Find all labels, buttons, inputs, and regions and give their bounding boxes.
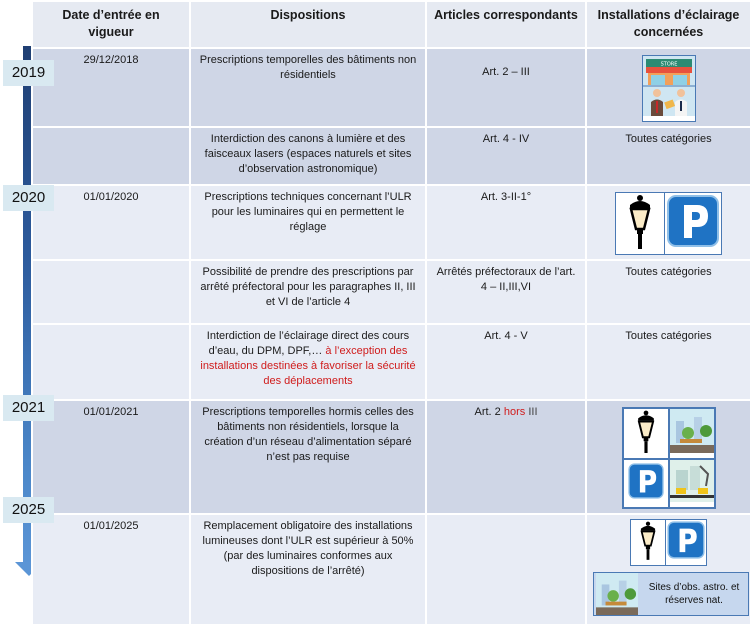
- installations-cell: [586, 48, 751, 127]
- installations-cell: [586, 185, 751, 260]
- date-cell: [32, 260, 190, 324]
- parking-icon: [666, 520, 706, 565]
- park-icon: [669, 408, 715, 459]
- table-row: [32, 324, 751, 400]
- year-badge-2025: 2025: [3, 497, 54, 523]
- date-cell: 01/01/2020: [32, 185, 190, 260]
- svg-text:STORE: STORE: [660, 61, 677, 68]
- disposition-text: Interdiction de l’éclairage direct des cours d’eau, du DPM, DPF,…: [206, 330, 410, 357]
- regulation-timeline-table: [31, 0, 751, 626]
- article-cell: Art. 4 - IV: [426, 127, 586, 185]
- header-date: Date d’entrée en vigueur: [32, 1, 190, 48]
- parking-icon: [665, 193, 721, 254]
- street-lamp-icon: [623, 408, 669, 459]
- installations-cell: [586, 400, 751, 514]
- disposition-cell: Remplacement obligatoire des installations lumineuses dont l’ULR est supérieur à 50% (par des luminaires conformes aux dispositions de l’arrêté): [190, 514, 426, 625]
- header-articles: Articles correspondants: [426, 1, 586, 48]
- disposition-cell: Possibilité de prendre des prescriptions par arrêté préfectoral pour les paragraphes II, III et VI de l’article 4: [190, 260, 426, 324]
- park-icon: [594, 573, 640, 615]
- installations-icons: [622, 407, 716, 509]
- date-cell: 01/01/2021: [32, 400, 190, 514]
- disposition-cell: Prescriptions techniques concernant l’ULR pour les luminaires qui en permettent le réglage: [190, 185, 426, 260]
- table-row: [32, 48, 751, 127]
- store-icon: [643, 56, 695, 121]
- street-lamp-icon: [631, 520, 666, 565]
- year-badge-2020: 2020: [3, 185, 54, 211]
- table-row: [32, 260, 751, 324]
- installations-icons: [630, 519, 707, 566]
- disposition-cell: [190, 324, 426, 400]
- installations-cell: Toutes catégories: [586, 260, 751, 324]
- disposition-exception-text: à l’exception des installations destinées à favoriser la sécurité des déplacements: [200, 345, 416, 387]
- article-cell: Art. 4 - V: [426, 324, 586, 400]
- table-row: [32, 514, 751, 625]
- parking-icon: [623, 459, 669, 508]
- year-badge-2021: 2021: [3, 395, 54, 421]
- article-exclusion-word: hors: [503, 406, 526, 418]
- table-row: [32, 185, 751, 260]
- article-prefix: Art. 2: [474, 406, 501, 418]
- date-cell: 01/01/2025: [32, 514, 190, 625]
- street-lamp-icon: [616, 193, 665, 254]
- article-cell: Art. 3-II-1°: [426, 185, 586, 260]
- nature-sites-note: [593, 572, 749, 616]
- disposition-cell: Prescriptions temporelles des bâtiments non résidentiels: [190, 48, 426, 127]
- year-badge-2019: 2019: [3, 60, 54, 86]
- installations-cell: Toutes catégories: [586, 127, 751, 185]
- table-row: [32, 127, 751, 185]
- date-cell: 29/12/2018: [32, 48, 190, 127]
- article-cell: Art. 2 – III: [426, 48, 586, 127]
- date-cell: [32, 127, 190, 185]
- article-suffix: III: [528, 406, 538, 418]
- date-cell: [32, 324, 190, 400]
- header-dispositions: Dispositions: [190, 1, 426, 48]
- construction-site-icon: [669, 459, 715, 508]
- installations-icons: [642, 55, 696, 122]
- installations-cell: [586, 514, 751, 625]
- table-row: [32, 400, 751, 514]
- article-cell: [426, 514, 586, 625]
- disposition-cell: Interdiction des canons à lumière et des faisceaux lasers (espaces naturels et sites d’observation astronomique): [190, 127, 426, 185]
- disposition-cell: Prescriptions temporelles hormis celles des bâtiments non résidentiels, lorsque la création d’un réseau d’alimentation séparé n’est pas requise: [190, 400, 426, 514]
- table-header-row: [32, 1, 751, 48]
- installations-icons: [615, 192, 722, 255]
- article-cell: [426, 400, 586, 514]
- article-cell: Arrêtés préfectoraux de l’art. 4 – II,III,VI: [426, 260, 586, 324]
- nature-sites-label: Sites d’obs. astro. et réserves nat.: [648, 582, 740, 606]
- header-installations: Installations d’éclairage concernées: [586, 1, 751, 48]
- installations-cell: Toutes catégories: [586, 324, 751, 400]
